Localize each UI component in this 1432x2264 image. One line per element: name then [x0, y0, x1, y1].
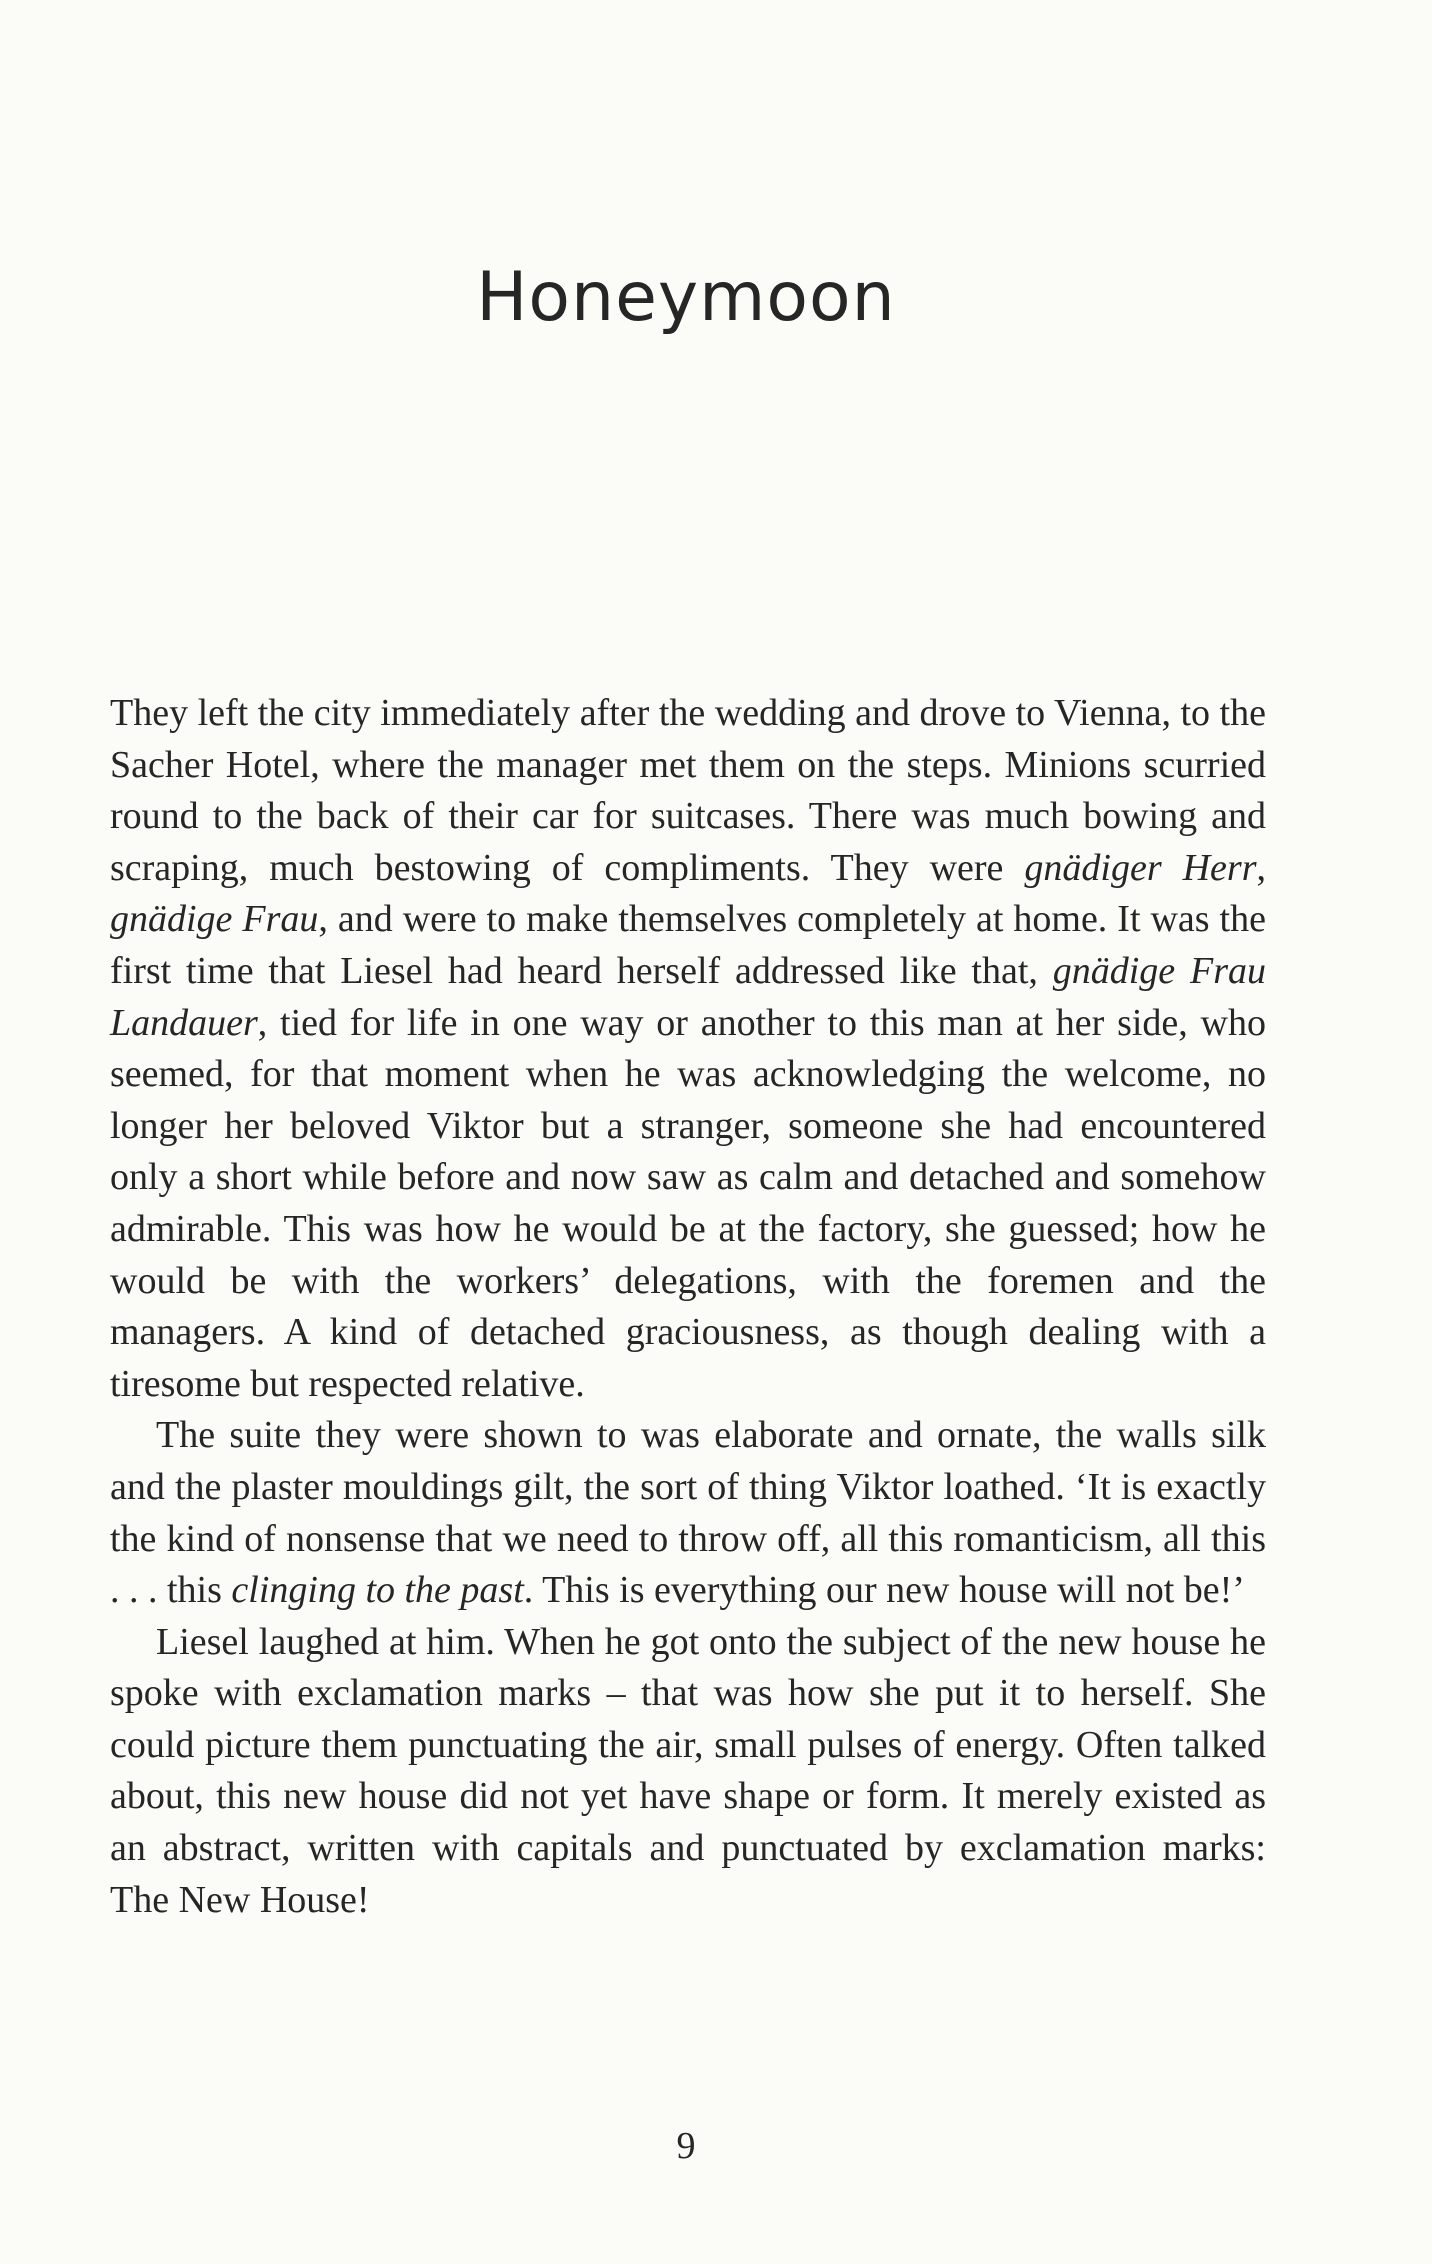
paragraph-1: [110, 688, 1266, 1410]
paragraph-2: [110, 1410, 1266, 1616]
italic-phrase: gnädiger Herr: [1024, 846, 1257, 889]
text-run: , and were to make themselves completely at home. It was the first time that Liesel had heard herself addressed like that,: [110, 898, 1266, 992]
text-run: They left the city immediately after the wedding and drove to Vienna, to the Sacher Hotel, where the manager met them on the steps. Minions scurried round to the back of their car for suitcases. There was much bowing and scraping, much bestowing of compliments. They were: [110, 692, 1266, 889]
text-run: . This is everything our new house will not be!’: [523, 1569, 1245, 1612]
text-run: ,: [1256, 846, 1266, 889]
paragraph-3: [110, 1617, 1266, 1927]
chapter-body: [110, 688, 1266, 1926]
text-run: The suite they were shown to was elaborate and ornate, the walls silk and the plaster mouldings gilt, the sort of thing Viktor loathed. ‘It is exactly the kind of nonsense that we need to throw off, all this romanticism, all this . . . this: [110, 1414, 1266, 1612]
italic-phrase: gnädige Frau Landauer: [110, 949, 1266, 1044]
text-run: , tied for life in one way or another to this man at her side, who seemed, for that moment when he was acknowledging the welcome, no longer her beloved Viktor but a stranger, someone she had encountered only a short while before and now saw as calm and detached and somehow admirable. This was how he would be at the factory, she guessed; how he would be with the workers’ delegations, with the foremen and the managers. A kind of detached graciousness, as though dealing with a tiresome but respected relative.: [110, 1001, 1266, 1405]
italic-phrase: gnädige Frau: [110, 898, 319, 941]
italic-phrase: clinging to the past: [231, 1569, 524, 1612]
chapter-title: Honeymoon: [476, 258, 896, 337]
page-number: 9: [676, 2125, 696, 2167]
text-run: Liesel laughed at him. When he got onto the subject of the new house he spoke with exclamation marks – that was how she put it to herself. She could picture them punctuating the air, small pulses of energy. Often talked about, this new house did not yet have shape or form. It merely existed as an abstract, written with capitals and punctuated by exclamation marks: The New House!: [110, 1620, 1266, 1921]
